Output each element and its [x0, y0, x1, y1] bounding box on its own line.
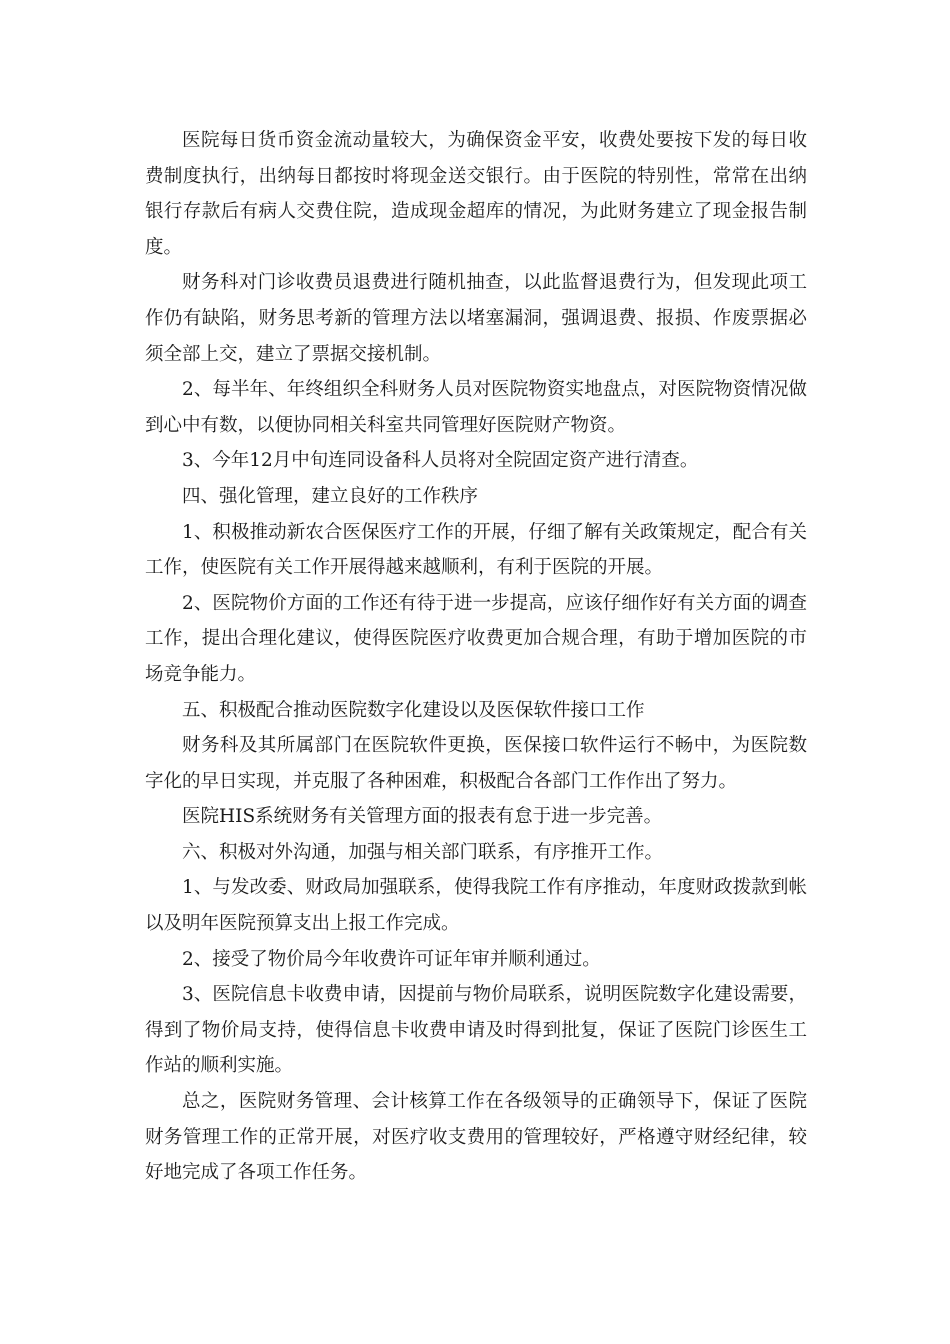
- paragraph: 1、与发改委、财政局加强联系，使得我院工作有序推动，年度财政拨款到帐以及明年医院预算支出上报工作完成。: [145, 877, 807, 935]
- section-heading: 四、强化管理，建立良好的工作秩序: [182, 485, 479, 507]
- paragraph: 财务科及其所属部门在医院软件更换，医保接口软件运行不畅中，为医院数字化的早日实现，并克服了各种困难，积极配合各部门工作作出了努力。: [145, 735, 807, 792]
- paragraph: 医院HIS系统财务有关管理方面的报表有怠于进一步完善。: [182, 806, 663, 828]
- paragraph: 财务科对门诊收费员退费进行随机抽查，以此监督退费行为，但发现此项工作仍有缺陷，财务思考新的管理方法以堵塞漏洞，强调退费、报损、作废票据必须全部上交，建立了票据交接机制。: [145, 272, 807, 365]
- paragraph: 医院每日货币资金流动量较大，为确保资金平安，收费处要按下发的每日收费制度执行，出纳每日都按时将现金送交银行。由于医院的特别性，常常在出纳银行存款后有病人交费住院，造成现金超库的情况，为此财务建立了现金报告制度。: [145, 130, 807, 258]
- section-heading: 六、积极对外沟通，加强与相关部门联系，有序推开工作。: [182, 841, 664, 863]
- paragraph: 3、医院信息卡收费申请，因提前与物价局联系，说明医院数字化建设需要，得到了物价局支持，使得信息卡收费申请及时得到批复，保证了医院门诊医生工作站的顺利实施。: [145, 984, 807, 1077]
- document-body: [145, 123, 807, 1191]
- paragraph: 2、接受了物价局今年收费许可证年审并顺利通过。: [182, 948, 601, 970]
- paragraph: 1、积极推动新农合医保医疗工作的开展，仔细了解有关政策规定，配合有关工作，使医院有关工作开展得越来越顺利，有利于医院的开展。: [145, 521, 807, 579]
- paragraph: 2、医院物价方面的工作还有待于进一步提高，应该仔细作好有关方面的调查工作，提出合理化建议，使得医院医疗收费更加合规合理，有助于增加医院的市场竞争能力。: [145, 592, 807, 685]
- section-heading: 五、积极配合推动医院数字化建设以及医保软件接口工作: [182, 699, 645, 721]
- paragraph: 总之，医院财务管理、会计核算工作在各级领导的正确领导下，保证了医院财务管理工作的正常开展，对医疗收支费用的管理较好，严格遵守财经纪律，较好地完成了各项工作任务。: [145, 1091, 807, 1184]
- paragraph: 3、今年12月中旬连同设备科人员将对全院固定资产进行清查。: [182, 450, 699, 472]
- paragraph: 2、每半年、年终组织全科财务人员对医院物资实地盘点，对医院物资情况做到心中有数，以便协同相关科室共同管理好医院财产物资。: [145, 379, 807, 436]
